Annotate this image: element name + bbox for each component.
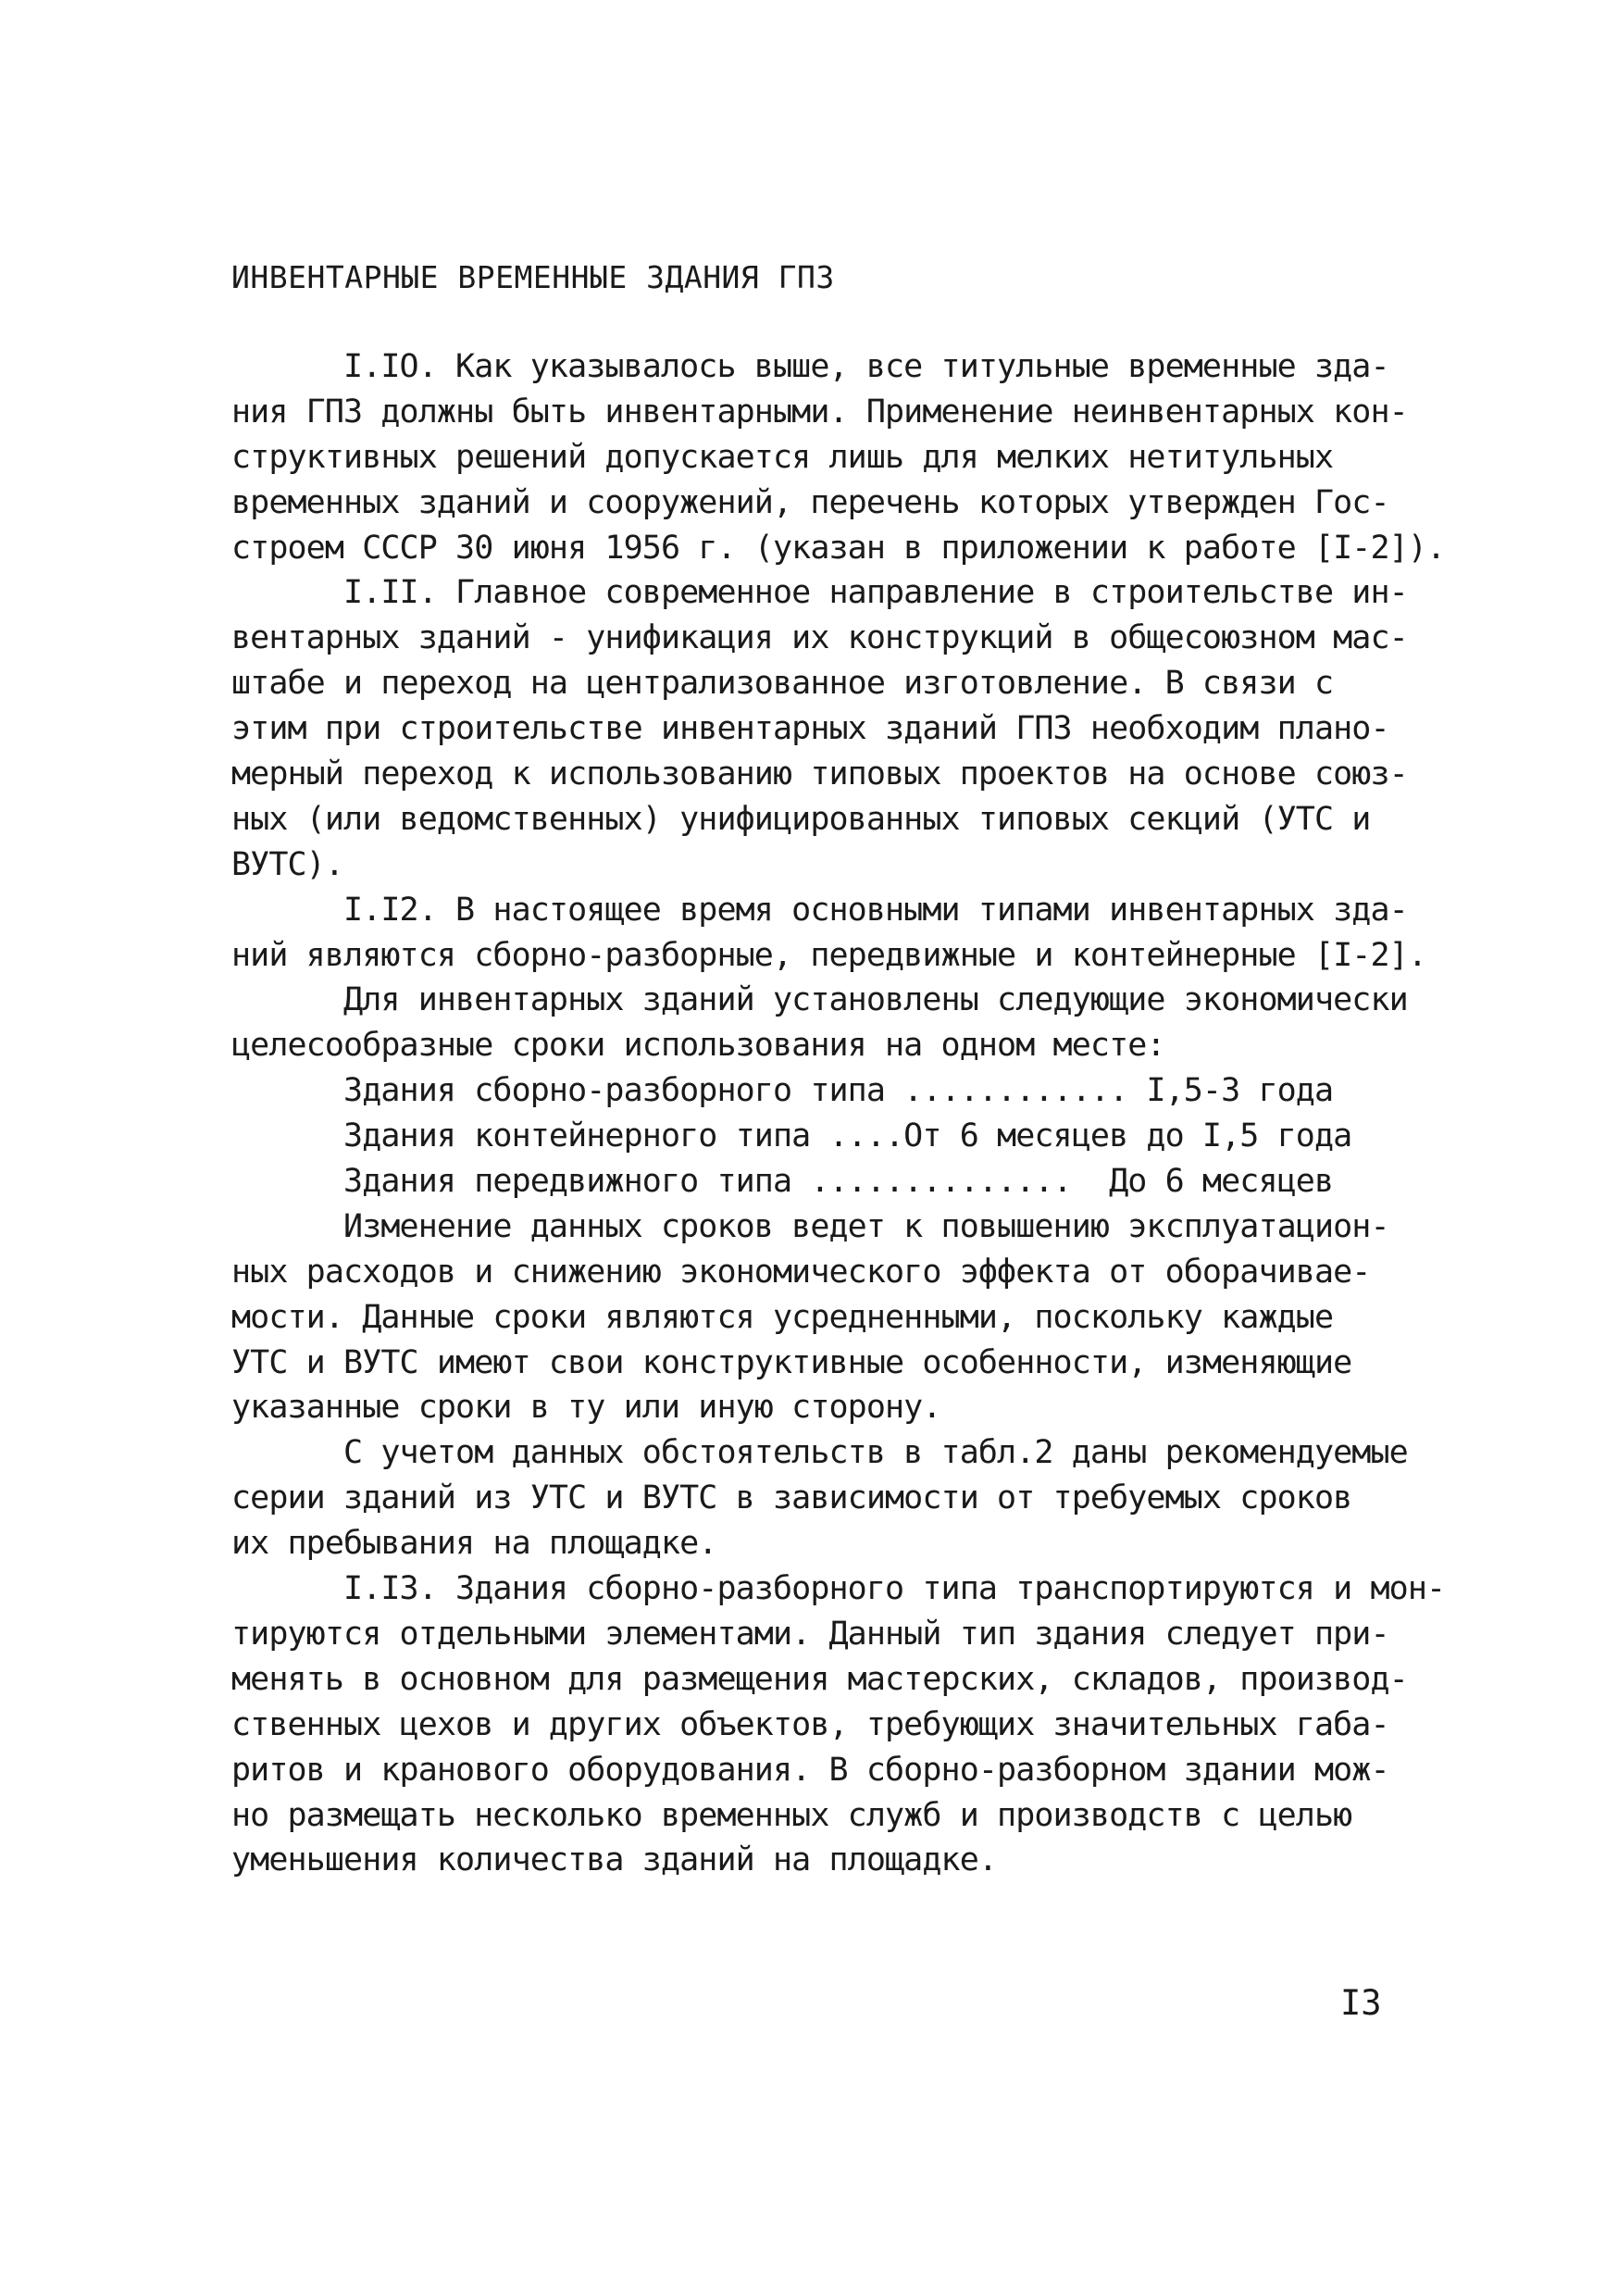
text-line: I.IO. Как указывалось выше, все титульные временные зда-: [231, 348, 1389, 385]
text-line: Здания передвижного типа .............. До 6 месяцев: [231, 1163, 1334, 1201]
text-line: целесообразные сроки использования на одном месте:: [231, 1027, 1165, 1065]
text-line: структивных решений допускается лишь для мелких нетитульных: [231, 438, 1334, 476]
text-line: вентарных зданий - унификация их конструкций в общесоюзном мас-: [231, 619, 1408, 657]
text-line: I.I3. Здания сборно-разборного типа транспортируются и мон-: [231, 1570, 1446, 1608]
body-text: [231, 344, 1446, 1883]
text-line: но размещать несколько временных служб и производств с целью: [231, 1796, 1352, 1834]
text-line: серии зданий из УТС и ВУТС в зависимости от требуемых сроков: [231, 1479, 1352, 1517]
text-line: ния ГПЗ должны быть инвентарными. Применение неинвентарных кон-: [231, 393, 1408, 430]
text-line: этим при строительстве инвентарных зданий ГПЗ необходим плано-: [231, 710, 1389, 748]
text-line: I.II. Главное современное направление в строительстве ин-: [231, 574, 1408, 612]
text-line: штабе и переход на централизованное изготовление. В связи с: [231, 665, 1334, 703]
text-line: ных расходов и снижению экономического эффекта от оборачивае-: [231, 1253, 1371, 1291]
text-line: Для инвентарных зданий установлены следующие экономически: [231, 981, 1408, 1019]
text-line: временных зданий и сооружений, перечень которых утвержден Гос-: [231, 483, 1389, 521]
page-number: I3: [1340, 1983, 1382, 2023]
text-line: менять в основном для размещения мастерских, складов, производ-: [231, 1660, 1408, 1698]
text-line: I.I2. В настоящее время основными типами инвентарных зда-: [231, 891, 1408, 929]
text-line: указанные сроки в ту или иную сторону.: [231, 1389, 941, 1427]
text-line: мерный переход к использованию типовых проектов на основе союз-: [231, 755, 1408, 793]
text-line: мости. Данные сроки являются усредненными, поскольку каждые: [231, 1298, 1334, 1336]
text-line: ственных цехов и других объектов, требующих значительных габа-: [231, 1705, 1389, 1743]
text-line: Изменение данных сроков ведет к повышению эксплуатацион-: [231, 1207, 1389, 1245]
text-line: Здания сборно-разборного типа ............ I,5-3 года: [231, 1072, 1334, 1110]
text-line: Здания контейнерного типа ....От 6 месяцев до I,5 года: [231, 1117, 1352, 1155]
text-line: их пребывания на площадке.: [231, 1525, 717, 1563]
text-line: строем СССР 30 июня 1956 г. (указан в приложении к работе [I-2]).: [231, 529, 1446, 567]
text-line: УТС и ВУТС имеют свои конструктивные особенности, изменяющие: [231, 1343, 1352, 1381]
text-line: тируются отдельными элементами. Данный тип здания следует при-: [231, 1615, 1389, 1653]
text-line: уменьшения количества зданий на площадке.: [231, 1841, 998, 1879]
text-line: ных (или ведомственных) унифицированных типовых секций (УТС и: [231, 800, 1371, 838]
text-line: С учетом данных обстоятельств в табл.2 даны рекомендуемые: [231, 1434, 1408, 1472]
text-line: ний являются сборно-разборные, передвижные и контейнерные [I-2].: [231, 936, 1426, 974]
text-line: ритов и кранового оборудования. В сборно-разборном здании мож-: [231, 1751, 1389, 1789]
text-line: ВУТС).: [231, 845, 344, 883]
section-heading: ИНВЕНТАРНЫЕ ВРЕМЕННЫЕ ЗДАНИЯ ГПЗ: [231, 259, 835, 295]
